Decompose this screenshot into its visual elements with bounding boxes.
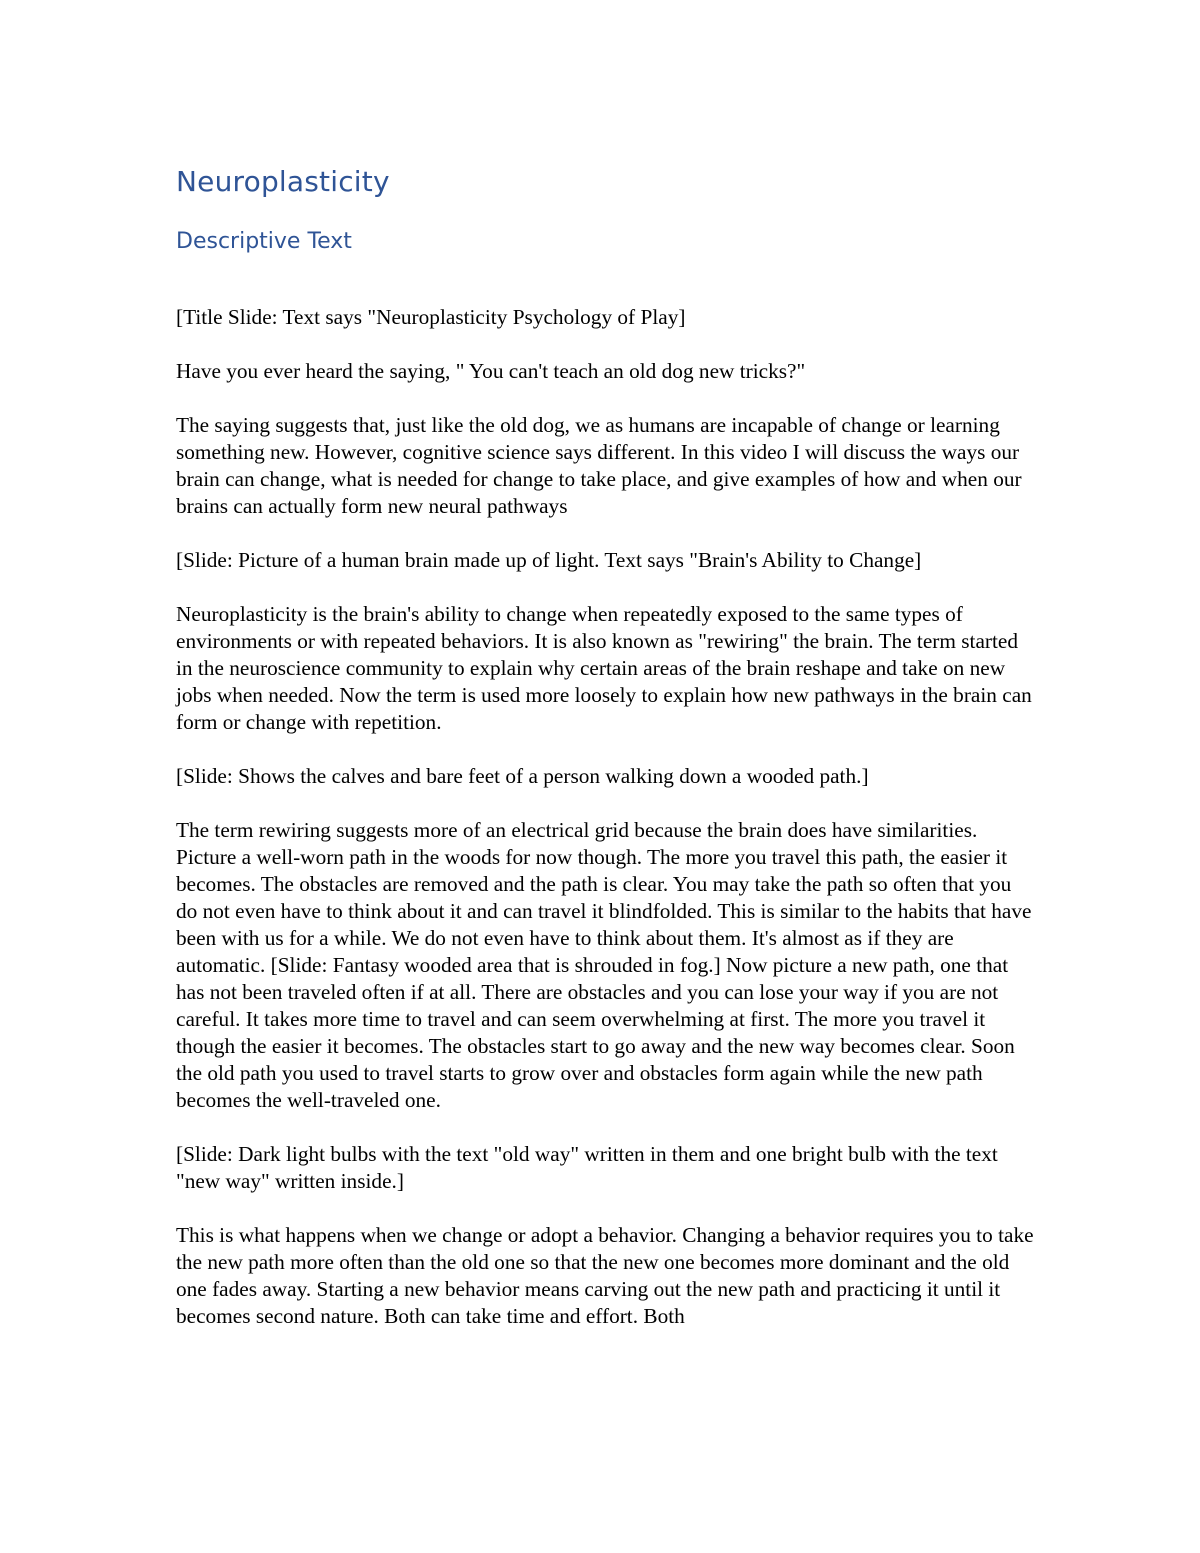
paragraph-introduction: The saying suggests that, just like the old dog, we as humans are incapable of change or learning something new. However, cognitive science says different. In this video I will discuss the ways our brain can change, what is needed for change to take place, and give examples of how and when our brains can actually form new neural pathways — [176, 413, 1022, 518]
paragraph-slide-brain: [Slide: Picture of a human brain made up of light. Text says "Brain's Ability to Change] — [176, 548, 922, 572]
paragraph-title-slide: [Title Slide: Text says "Neuroplasticity Psychology of Play] — [176, 305, 686, 329]
document-subtitle: Descriptive Text — [176, 229, 352, 254]
paragraph-slide-path: [Slide: Shows the calves and bare feet of a person walking down a wooded path.] — [176, 764, 869, 788]
paragraph-slide-bulbs: [Slide: Dark light bulbs with the text "old way" written in them and one bright bulb with the text "new way" written inside.] — [176, 1142, 998, 1193]
paragraph-behavior-change: This is what happens when we change or adopt a behavior. Changing a behavior requires you to take the new path more often than the old one so that the new one becomes more dominant and the old one fades away. Starting a new behavior means carving out the new path and practicing it until it becomes second nature. Both can take time and effort. Both — [176, 1223, 1034, 1328]
document-content — [176, 160, 1036, 1357]
paragraph-saying-question: Have you ever heard the saying, " You can't teach an old dog new tricks?" — [176, 359, 806, 383]
document-body — [176, 304, 1036, 1330]
paragraph-rewiring: The term rewiring suggests more of an electrical grid because the brain does have similarities. Picture a well-worn path in the woods for now though. The more you travel this path, the easier it becomes. The obstacles are removed and the path is clear. You may take the path so often that you do not even have to think about it and can travel it blindfolded. This is similar to the habits that have been with us for a while. We do not even have to think about them. It's almost as if they are automatic. [Slide: Fantasy wooded area that is shrouded in fog.] Now picture a new path, one that has not been traveled often if at all. There are obstacles and you can lose your way if you are not careful. It takes more time to travel and can seem overwhelming at first. The more you travel it though the easier it becomes. The obstacles start to go away and the new way becomes clear. Soon the old path you used to travel starts to grow over and obstacles form again while the new path becomes the well-traveled one. — [176, 818, 1032, 1112]
document-title: Neuroplasticity — [176, 165, 390, 198]
paragraph-neuroplasticity-definition: Neuroplasticity is the brain's ability to change when repeatedly exposed to the same types of environments or with repeated behaviors. It is also known as "rewiring" the brain. The term started in the neuroscience community to explain why certain areas of the brain reshape and take on new jobs when needed. Now the term is used more loosely to explain how new pathways in the brain can form or change with repetition. — [176, 602, 1032, 734]
